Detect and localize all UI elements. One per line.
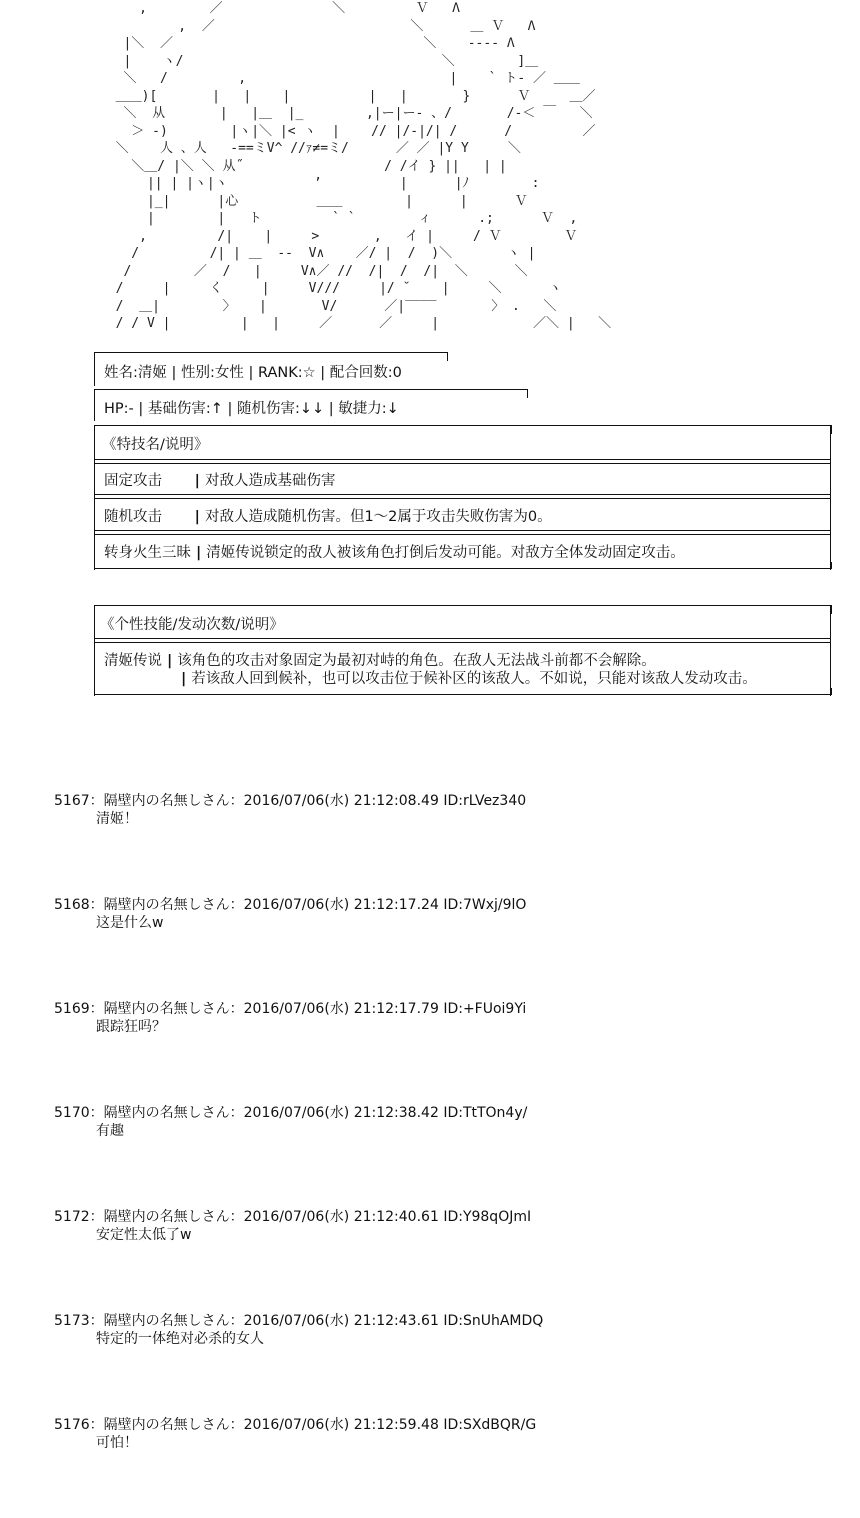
skills-top-border (94, 425, 832, 434)
skills-divider (94, 459, 830, 464)
personal-row-1 (104, 652, 656, 670)
personal-divider (94, 638, 830, 643)
skill-desc: 清姬传说锁定的敌人被该角色打倒后发动可能。对敌方全体发动固定攻击。 (206, 545, 685, 561)
skill-row-3 (104, 544, 685, 562)
post (54, 1208, 531, 1244)
separator: | (167, 653, 173, 669)
personal-desc-1: 该角色的攻击对象固定为最初对峙的角色。在敌人无法战斗前都不会解除。 (177, 653, 656, 669)
personal-left-border (94, 605, 95, 696)
post (54, 1000, 526, 1036)
skill-name: 转身火生三昧 (104, 545, 191, 561)
separator: | (194, 509, 200, 525)
post-date: 2016/07/06(水) 21:12:08.49 (243, 793, 439, 809)
post-header: 5170：隔壁内の名無しさん：2016/07/06(水) 21:12:38.42 ID:TtTOn4y/ (54, 1105, 528, 1121)
post-date: 2016/07/06(水) 21:12:17.24 (243, 897, 439, 913)
skills-divider (94, 530, 830, 535)
post-number[interactable]: 5167 (54, 793, 90, 809)
personal-name: 清姬传说 (104, 653, 162, 669)
personal-header: 《个性技能/发动次数/说明》 (100, 617, 284, 633)
skills-bottom-border (94, 562, 832, 569)
personal-bottom-border (94, 688, 832, 695)
post-id: ID:+FUoi9Yi (443, 1001, 527, 1017)
post-id: ID:SnUhAMDQ (443, 1313, 544, 1329)
post-author: 隔壁内の名無しさん (103, 897, 230, 913)
separator: | (194, 473, 200, 489)
personal-desc-2: 若该敌人回到候补，也可以攻击位于候补区的该敌人。不如说，只能对该敌人发动攻击。 (191, 671, 757, 687)
post-body: 跟踪狂吗？ (96, 1019, 166, 1035)
skill-row-2 (104, 508, 552, 526)
post-body: 安定性太低了w (96, 1227, 192, 1243)
post-body: 这是什么w (96, 915, 164, 931)
post-header: 5173：隔壁内の名無しさん：2016/07/06(水) 21:12:43.61 ID:SnUhAMDQ (54, 1313, 544, 1329)
post-date: 2016/07/06(水) 21:12:59.48 (243, 1417, 439, 1433)
personal-right-border (830, 605, 831, 696)
post (54, 1104, 527, 1140)
skill-row-1 (104, 472, 335, 490)
stats-top-border (94, 389, 528, 398)
skills-divider (94, 494, 830, 499)
post-header: 5167：隔壁内の名無しさん：2016/07/06(水) 21:12:08.49 ID:rLVez340 (54, 793, 527, 809)
post-date: 2016/07/06(水) 21:12:43.61 (243, 1313, 439, 1329)
post-header: 5168：隔壁内の名無しさん：2016/07/06(水) 21:12:17.24 ID:7Wxj/9lO (54, 897, 527, 913)
post-number[interactable]: 5168 (54, 897, 90, 913)
post-id: ID:rLVez340 (443, 793, 527, 809)
post-body: 特定的一体绝对必杀的女人 (96, 1331, 264, 1347)
skill-desc: 对敌人造成随机伤害。但1～2属于攻击失败伤害为0。 (204, 509, 552, 525)
post-id: ID:SXdBQR/G (443, 1417, 537, 1433)
post-id: ID:7Wxj/9lO (443, 897, 527, 913)
post-author: 隔壁内の名無しさん (103, 1417, 230, 1433)
post-author: 隔壁内の名無しさん (103, 1313, 230, 1329)
post-number[interactable]: 5170 (54, 1105, 90, 1121)
skills-header: 《特技名/说明》 (102, 437, 209, 453)
card-top-border (94, 352, 448, 361)
post (54, 1312, 543, 1348)
post (54, 1416, 536, 1452)
stats-row: HP:- | 基础伤害:↑ | 随机伤害:↓↓ | 敏捷力:↓ (104, 401, 399, 417)
post-date: 2016/07/06(水) 21:12:40.61 (243, 1209, 439, 1225)
post-id: ID:Y98qOJmI (443, 1209, 532, 1225)
post-header: 5176：隔壁内の名無しさん：2016/07/06(水) 21:12:59.48 ID:SXdBQR/G (54, 1417, 537, 1433)
post-author: 隔壁内の名無しさん (103, 1001, 230, 1017)
post-date: 2016/07/06(水) 21:12:38.42 (243, 1105, 439, 1121)
post-id: ID:TtTOn4y/ (443, 1105, 528, 1121)
skill-desc: 对敌人造成基础伤害 (204, 473, 336, 489)
post (54, 896, 526, 932)
post-header: 5169：隔壁内の名無しさん：2016/07/06(水) 21:12:17.79 ID:+FUoi9Yi (54, 1001, 527, 1017)
page (8, 0, 848, 1518)
post-body: 清姬！ (96, 811, 138, 827)
skills-right-border (830, 425, 831, 570)
post-author: 隔壁内の名無しさん (103, 1105, 230, 1121)
skills-left-border (94, 425, 95, 570)
post-author: 隔壁内の名無しさん (103, 793, 230, 809)
post-header: 5172：隔壁内の名無しさん：2016/07/06(水) 21:12:40.61 ID:Y98qOJmI (54, 1209, 532, 1225)
post-author: 隔壁内の名無しさん (103, 1209, 230, 1225)
skill-name: 随机攻击 (104, 509, 162, 525)
separator: | (196, 545, 202, 561)
ascii-art-illustration: , ／ ＼ Ｖ Λ , ／ ＼ ＿ Ｖ Λ |＼ ／ ＼ ---- Λ | ヽ/ ＼ ]＿ ＼ / , | ` ト- ／ ＿＿ ＿＿)[ | | | | | } Ｖ ＿／ ＼ 从 | |＿ |_ ,|ー|ー- 、/ /-＜ ￣ ＼ ＞ -) |ヽ|＼ |< ヽ | // |/-|/| / / ／ ＼ 人 、人 -==ミV^ //ｧ≠=ミ/ ／ ／ |Y Y ＼ ＼＿/ |＼ ＼ 从˝ / /イ } || | | || | |ヽ|ヽ ’ | |ﾉ : |_| |心 ＿＿ | | Ｖ | | ト ` ` ィ .; Ｖ , , /| | > , イ | / Ｖ Ｖ / /| | ＿ -- V∧ ／/ | / )＼ ヽ | / ／ / | V∧／ // /| / /| ＼ ＼ / | く | V/// |/ ˘ | ＼ ヽ / ＿| 〉 | V/ ／|‾‾‾‾ 〉 . ＼ / / V | | | ／ ／ | ／＼ | ＼ (115, 1, 612, 331)
post-body: 有趣 (96, 1123, 124, 1139)
post-number[interactable]: 5169 (54, 1001, 90, 1017)
personal-row-2 (104, 670, 757, 688)
card-left-border (94, 352, 95, 386)
info-row: 姓名:清姬 | 性别:女性 | RANK:☆ | 配合回数:0 (104, 365, 402, 381)
stats-left-border (94, 389, 95, 421)
post-number[interactable]: 5173 (54, 1313, 90, 1329)
post-number[interactable]: 5176 (54, 1417, 90, 1433)
personal-top-border (94, 605, 832, 614)
skill-name: 固定攻击 (104, 473, 162, 489)
post-number[interactable]: 5172 (54, 1209, 90, 1225)
separator: | (181, 671, 187, 687)
post-body: 可怕！ (96, 1435, 138, 1451)
post (54, 792, 526, 828)
post-date: 2016/07/06(水) 21:12:17.79 (243, 1001, 439, 1017)
